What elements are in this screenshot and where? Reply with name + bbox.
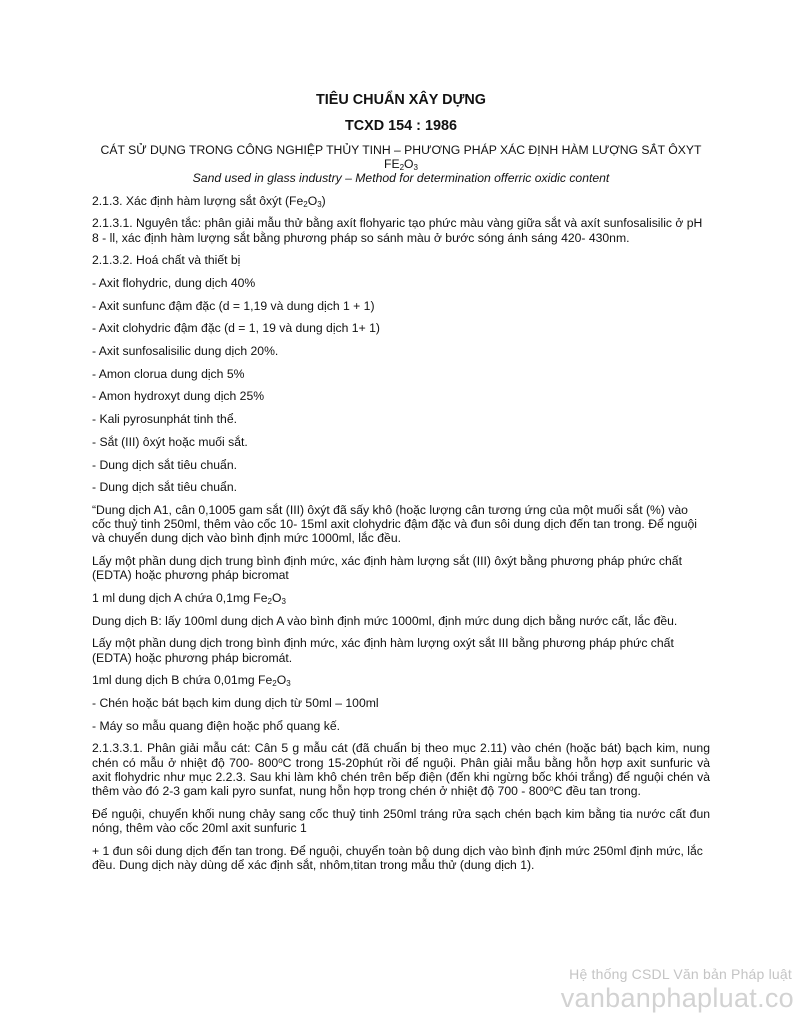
section-heading-chemicals: 2.1.3.2. Hoá chất và thiết bị (92, 253, 241, 268)
list-item: - Kali pyrosunphát tinh thể. (92, 412, 237, 427)
document-title: TIÊU CHUẨN XÂY DỰNG (316, 92, 486, 108)
standard-code: TCXD 154 : 1986 (345, 118, 457, 134)
list-item: - Axit sunfosalisilic dung dịch 20%. (92, 344, 279, 359)
list-item: - Axit sunfunc đậm đặc (d = 1,19 và dung dịch 1 + 1) (92, 298, 375, 313)
list-item: - Axit clohydric đậm đặc (d = 1, 19 và dung dịch 1+ 1) (92, 321, 380, 336)
paragraph-titration-b: Lấy một phần dung dịch trong bình định mức, xác định hàm lượng oxýt sắt III bằng phương pháp phức chất (EDTA) hoặc phương pháp bicromát. (92, 636, 674, 665)
subtitle-english: Sand used in glass industry – Method for determination offerric oxidic content (192, 171, 610, 186)
list-item: - Amon clorua dung dịch 5% (92, 366, 245, 381)
paragraph-principle: 2.1.3.1. Nguyên tắc: phân giải mẫu thử bằng axít flohyaric tạo phức màu vàng giữa sắt và axít sunfosalisilic ở pH 8 - ll, xác định hàm lượng sắt bằng phương pháp so sánh màu ở bước sóng ánh sáng 420- 430nm. (92, 216, 703, 245)
watermark-caption: Hệ thống CSDL Văn bản Pháp luật (569, 966, 792, 982)
paragraph-solution-a-concentration: 1 ml dung dịch A chứa 0,1mg $Fe_2O_3$ (92, 590, 286, 606)
list-item-photometer: - Máy so mẫu quang điện hoặc phổ quang kế. (92, 718, 340, 733)
paragraph-solution-b-concentration: 1ml dung dịch B chứa 0,01mg $Fe_2O_3$ (92, 673, 291, 689)
list-item: - Amon hydroxyt dung dịch 25% (92, 389, 265, 404)
paragraph-titration-a: Lấy một phần dung dịch trung bình định mức, xác định hàm lượng sắt (III) ôxýt bằng phương pháp phức chất (EDTA) hoặc phương pháp bicromat (92, 554, 682, 583)
document-page (92, 92, 710, 881)
list-item: - Sắt (III) ôxýt hoặc muối sắt. (92, 434, 248, 449)
paragraph-dilution: + 1 đun sôi dung dịch đến tan trong. Để nguội, chuyển toàn bộ dung dịch vào bình định mức 250ml định mức, lắc đều. Dung dịch này dùng dể xác định sắt, nhôm,titan trong mẫu thử (dung dịch 1). (92, 843, 703, 872)
watermark-site: vanbanphapluat.co (560, 983, 794, 1013)
list-item: - Axit flohydric, dung dịch 40% (92, 275, 256, 290)
subtitle-vietnamese: CÁT SỬ DỤNG TRONG CÔNG NGHIỆP THỦY TINH – PHƯƠNG PHÁP XÁC ĐỊNH HÀM LƯỢNG SẮT ÔXYT $FE_2O_3$ (100, 143, 702, 173)
paragraph-sample-decomposition: 2.1.3.3.1. Phân giải mẫu cát: Cân 5 g mẫu cát (đã chuẩn bị theo mục 2.11) vào chén (hoặc bát) bạch kim, nung chén có mẫu ở nhiệt độ 700- 800$^o$C trong 15-20phút rồi để nguội. Phân giải mẫu bằng hỗn hợp axit sunfuric và axit flohydric như mục 2.2.3. Sau khi làm khô chén trên bếp điện (đến khi ngừng bốc khói trắng) để nguội chén và thêm vào đó 2-3 gam kali pyro sunfat, nung hỗn hợp trong chén ở nhiệt độ 700 - 800$^o$C đều tan trong. (92, 741, 710, 798)
paragraph-solution-a: “Dung dịch A1, cân 0,1005 gam sắt (III) ôxýt đã sấy khô (hoặc lượng cân tương ứng của một muối sắt (%) vào cốc thuỷ tinh 250ml, thêm vào cốc 10- 15ml axit clohydric đậm đặc và đun sôi dung dịch đến tan trong. Để nguội và chuyển dung dịch vào bình định mức 1000ml, lắc đều. (92, 502, 697, 546)
paragraph-solution-b: Dung dịch B: lấy 100ml dung dịch A vào bình định mức 1000ml, định mức dung dịch bằng nước cất, lắc đều. (92, 613, 678, 628)
list-item-crucible: - Chén hoặc bát bạch kim dung dịch từ 50ml – 100ml (92, 695, 379, 710)
list-item: - Dung dịch sắt tiêu chuẩn. (92, 480, 237, 495)
section-heading-2-1-3: 2.1.3. Xác định hàm lượng sắt ôxýt $(Fe_2O_3)$ (92, 193, 326, 209)
list-item: - Dung dịch sắt tiêu chuẩn. (92, 457, 237, 472)
paragraph-cooling: Để nguội, chuyển khối nung chảy sang cốc thuỷ tinh 250ml tráng rửa sạch chén bạch kim bằng tia nước cất đun nóng, thêm vào cốc 20ml axit sunfuric 1 (92, 806, 710, 835)
